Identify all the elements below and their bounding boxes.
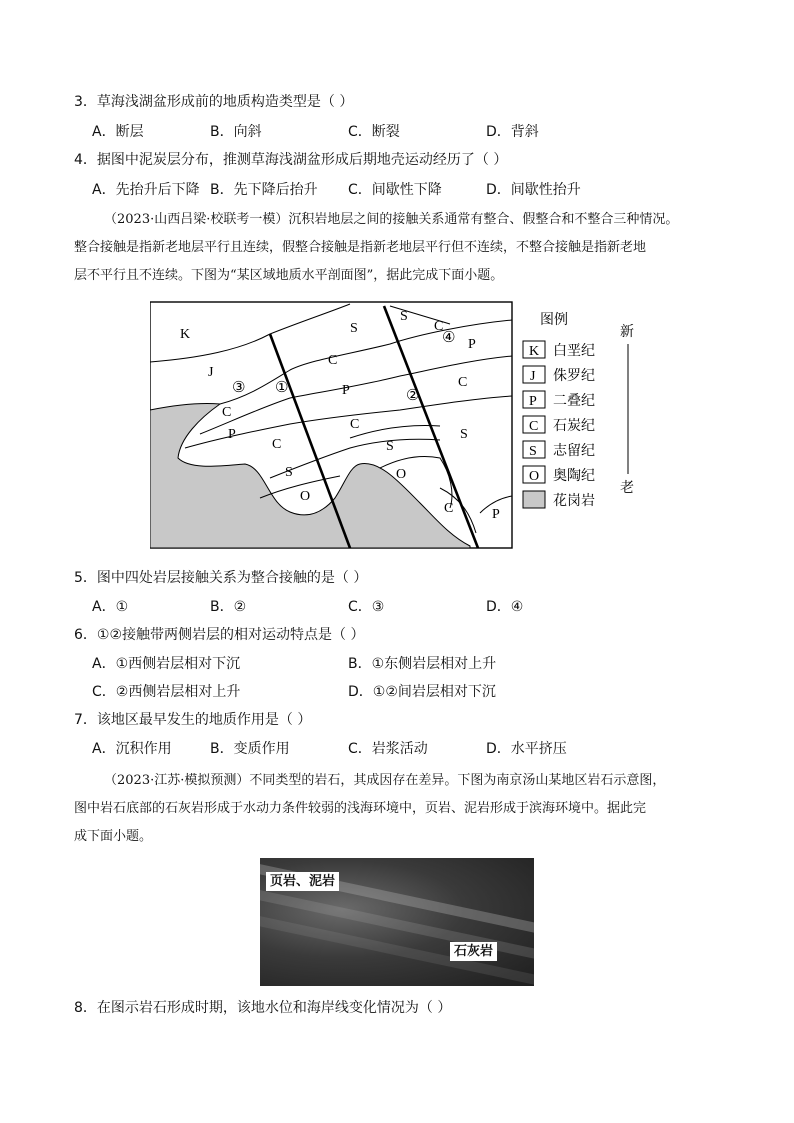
label-s-block3: S [460, 427, 468, 442]
label-p-block3-top: P [468, 337, 476, 352]
photo-label-shale: 页岩、泥岩 [266, 872, 339, 891]
q5-option-a: A．① [92, 599, 129, 615]
label-c-west: C [222, 405, 232, 420]
legend-swatch-granite [523, 491, 545, 508]
q3-option-b: B．向斜 [210, 124, 262, 140]
legend [523, 341, 595, 509]
intro-2-line-3: 成下面小题。 [74, 829, 153, 844]
q7-option-c: C．岩浆活动 [348, 741, 428, 757]
label-j: J [208, 365, 214, 380]
q4-option-a: A．先抬升后下降 [92, 182, 200, 198]
label-c-block2-lower: C [350, 417, 360, 432]
label-p-block2: P [342, 383, 350, 398]
marker-4: ④ [442, 328, 456, 346]
q4-option-c: C．间歇性下降 [348, 182, 442, 198]
intro-2-line-1: （2023·江苏·模拟预测）不同类型的岩石，其成因存在差异。下图为南京汤山某地区岩石示意图， [104, 773, 666, 788]
question-7-stem: 7．该地区最早发生的地质作用是（ ） [74, 712, 312, 728]
intro-1-line-3: 层不平行且不连续。下图为“某区域地质水平剖面图”，据此完成下面小题。 [74, 268, 504, 283]
label-c-block3: C [458, 375, 468, 390]
label-p-west: P [228, 427, 236, 442]
legend-name-j: 侏罗纪 [553, 368, 595, 384]
legend-code-c: C [529, 419, 539, 434]
geologic-cross-section-map [150, 298, 640, 552]
label-s-block3-top: S [400, 309, 408, 324]
label-c-mid: C [272, 437, 282, 452]
label-s-block2-top: S [350, 321, 358, 336]
question-8-stem: 8．在图示岩石形成时期，该地水位和海岸线变化情况为（ ） [74, 1000, 452, 1016]
q5-option-c: C．③ [348, 599, 385, 615]
legend-name-s: 志留纪 [553, 443, 595, 459]
q3-option-c: C．断裂 [348, 124, 400, 140]
q6-option-c: C．②西侧岩层相对上升 [92, 684, 241, 700]
label-s-block2: S [386, 439, 394, 454]
label-k: K [180, 327, 191, 342]
q7-option-a: A．沉积作用 [92, 741, 172, 757]
legend-code-o: O [529, 469, 540, 484]
legend-code-k: K [529, 344, 540, 359]
q7-option-d: D．水平挤压 [486, 741, 567, 757]
scale-new-label: 新 [620, 324, 634, 340]
legend-name-p: 二叠纪 [553, 393, 595, 409]
legend-code-s: S [529, 444, 537, 459]
label-o-block2: O [396, 467, 407, 482]
marker-2: ② [406, 386, 420, 404]
q4-option-b: B．先下降后抬升 [210, 182, 318, 198]
q6-option-b: B．①东侧岩层相对上升 [348, 656, 497, 672]
q6-option-d: D．①②间岩层相对下沉 [348, 684, 496, 700]
legend-title: 图例 [540, 312, 568, 328]
intro-1-line-1: （2023·山西吕梁·校联考一模）沉积岩地层之间的接触关系通常有整合、假整合和不整合三种情况。 [104, 212, 679, 227]
marker-3: ③ [232, 378, 246, 396]
rock-photo [260, 858, 534, 986]
q5-option-d: D．④ [486, 599, 524, 615]
question-5-stem: 5．图中四处岩层接触关系为整合接触的是（ ） [74, 570, 368, 586]
q6-option-a: A．①西侧岩层相对下沉 [92, 656, 241, 672]
legend-code-j: J [530, 369, 536, 384]
scale-old-label: 老 [620, 480, 634, 496]
legend-code-p: P [529, 394, 537, 409]
intro-2-line-2: 图中岩石底部的石灰岩形成于水动力条件较弱的浅海环境中，页岩、泥岩形成于滨海环境中。据此完 [74, 801, 647, 816]
legend-name-c: 石炭纪 [553, 418, 595, 434]
label-o-mid: O [300, 489, 311, 504]
photo-label-limestone: 石灰岩 [450, 942, 497, 961]
q3-option-d: D．背斜 [486, 124, 539, 140]
marker-1: ① [275, 378, 289, 396]
legend-name-granite: 花岗岩 [553, 493, 595, 509]
question-6-stem: 6．①②接触带两侧岩层的相对运动特点是（ ） [74, 627, 365, 643]
q4-option-d: D．间歇性抬升 [486, 182, 581, 198]
question-4-stem: 4．据图中泥炭层分布，推测草海浅湖盆形成后期地壳运动经历了（ ） [74, 152, 508, 168]
label-p-block3-lower: P [492, 507, 500, 522]
q7-option-b: B．变质作用 [210, 741, 290, 757]
q3-option-a: A．断层 [92, 124, 144, 140]
label-c-block3-top: C [434, 319, 444, 334]
label-c-block3-lower: C [444, 501, 454, 516]
legend-name-o: 奥陶纪 [553, 468, 595, 484]
question-3-stem: 3．草海浅湖盆形成前的地质构造类型是（ ） [74, 94, 354, 110]
label-c-block2: C [328, 353, 338, 368]
q5-option-b: B．② [210, 599, 247, 615]
label-s-mid: S [285, 465, 293, 480]
intro-1-line-2: 整合接触是指新老地层平行且连续，假整合接触是指新老地层平行但不连续，不整合接触是指新老地 [74, 240, 647, 255]
legend-name-k: 白垩纪 [553, 343, 595, 359]
